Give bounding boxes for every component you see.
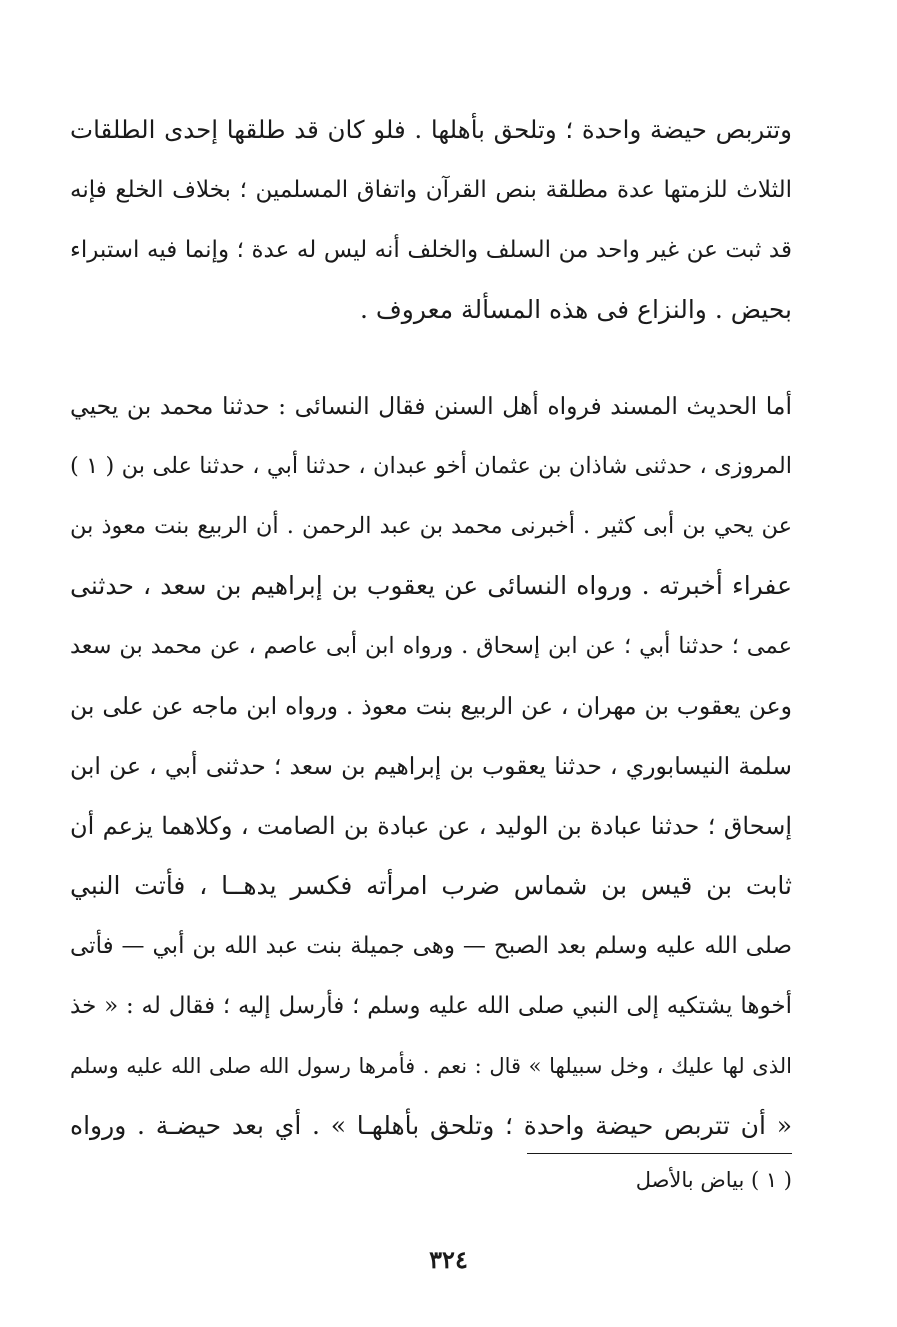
text-line: سلمة النيسابوري ، حدثنا يعقوب بن إبراهيم بن سعد ؛ حدثنى أبي ، عن ابن	[70, 752, 792, 780]
footnote-divider	[527, 1153, 792, 1154]
text-line: عفراء أخبرته . ورواه النسائى عن يعقوب بن إبراهيم بن سعد ، حدثنى	[70, 571, 792, 600]
text-line: الثلاث للزمتها عدة مطلقة بنص القرآن واتفاق المسلمين ؛ بخلاف الخلع فإنه	[70, 177, 792, 203]
text-line: المروزى ، حدثنى شاذان بن عثمان أخو عبدان ، حدثنا أبي ، حدثنا على بن ( ١ )	[70, 453, 792, 479]
text-line: الذى لها عليك ، وخل سبيلها » قال : نعم . فأمرها رسول الله صلى الله عليه وسلم	[70, 1054, 792, 1078]
text-line: « أن تتربص حيضة واحدة ؛ وتلحق بأهلهـا » . أي بعد حيضـة . ورواه	[70, 1111, 792, 1140]
text-line: ثابت بن قيس بن شماس ضرب امرأته فكسر يدهــا ، فأتت النبي	[70, 871, 792, 900]
text-line: قد ثبت عن غير واحد من السلف والخلف أنه ليس له عدة ؛ وإنما فيه استبراء	[70, 237, 792, 263]
page-number: ٣٢٤	[429, 1245, 468, 1274]
text-line: صلى الله عليه وسلم بعد الصبح — وهى جميلة بنت عبد الله بن أبي — فأتى	[70, 933, 792, 959]
text-line: أما الحديث المسند فرواه أهل السنن فقال النسائى : حدثنا محمد بن يحيي	[70, 392, 792, 420]
text-line: أخوها يشتكيه إلى النبي صلى الله عليه وسلم ؛ فأرسل إليه ؛ فقال له : « خذ	[70, 993, 792, 1019]
text-line: إسحاق ؛ حدثنا عبادة بن الوليد ، عن عبادة بن الصامت ، وكلاهما يزعم أن	[70, 812, 792, 840]
text-line: عمى ؛ حدثنا أبي ؛ عن ابن إسحاق . ورواه ابن أبى عاصم ، عن محمد بن سعد	[70, 633, 792, 659]
footnote: ( ١ ) بياض بالأصل	[635, 1168, 792, 1192]
text-line: وتتربص حيضة واحدة ؛ وتلحق بأهلها . فلو كان قد طلقها إحدى الطلقات	[70, 115, 792, 144]
text-line: وعن يعقوب بن مهران ، عن الربيع بنت معوذ . ورواه ابن ماجه عن على بن	[70, 692, 792, 720]
text-line: عن يحي بن أبى كثير . أخبرنى محمد بن عبد الرحمن . أن الربيع بنت معوذ بن	[70, 513, 792, 539]
paragraph-2	[70, 376, 792, 1156]
paragraph-1	[70, 100, 792, 340]
text-line: بحيض . والنزاع فى هذه المسألة معروف .	[359, 295, 792, 324]
